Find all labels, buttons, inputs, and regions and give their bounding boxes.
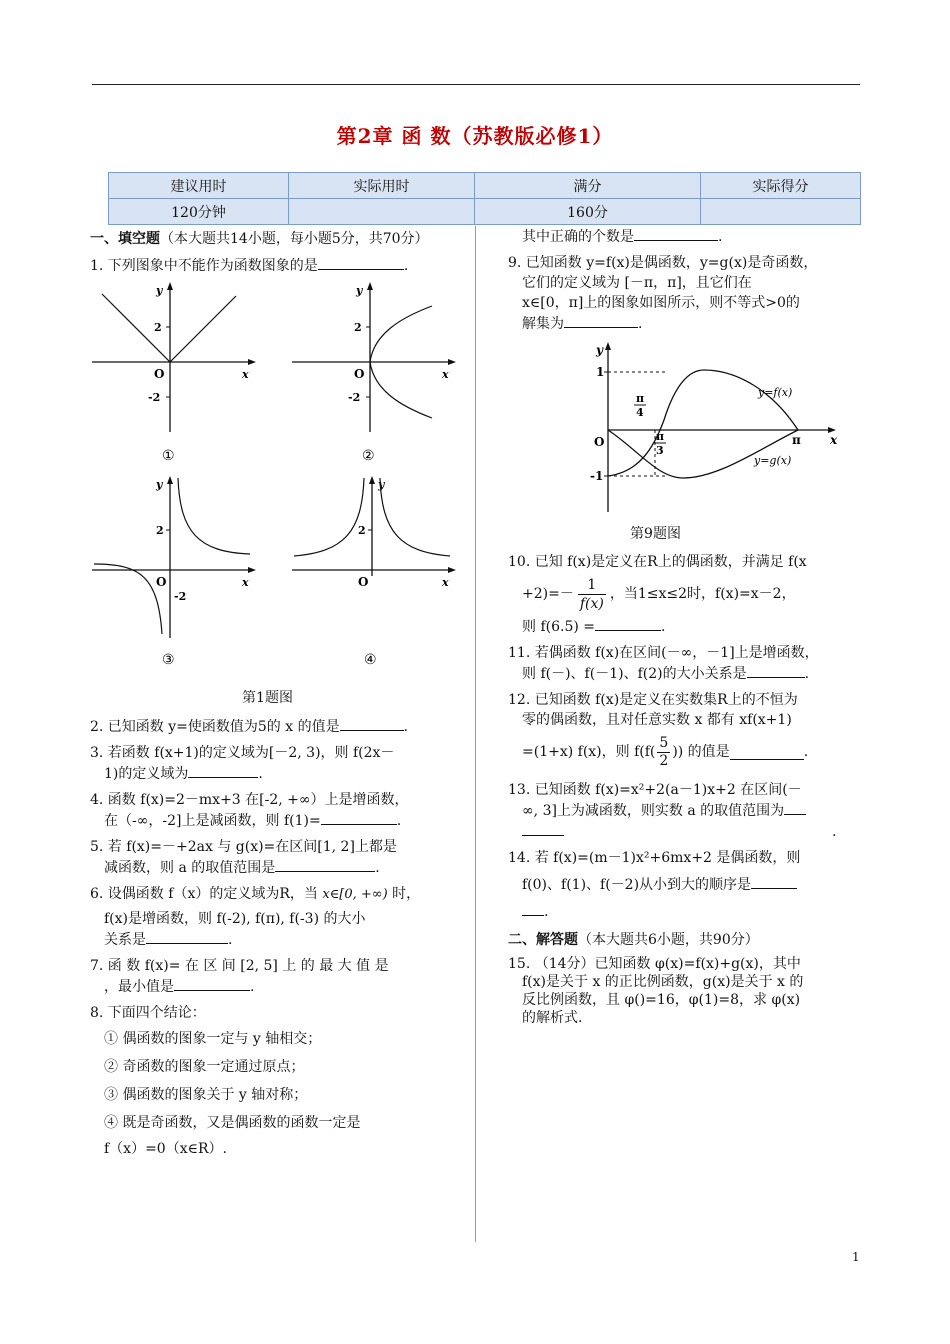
table-row (109, 173, 861, 199)
answer-blank (318, 255, 404, 270)
origin-label: O (594, 435, 605, 449)
tick-label: -2 (174, 590, 187, 603)
tick-label: π (656, 430, 665, 443)
answer-blank (564, 313, 638, 328)
table-header: 实际用时 (289, 173, 475, 199)
left-column (90, 229, 449, 1165)
tick-label: 1 (596, 365, 605, 379)
origin-label: O (358, 575, 369, 589)
question-10: 10. 已知 f(x)是定义在R上的偶函数，并满足 f(x +2)=－ 1 f(x) ，当1≤x≤2时，f(x)=x－2， 则 f(6.5) = . (508, 554, 807, 635)
answer-blank (634, 226, 718, 241)
x-axis-label: x (242, 368, 249, 381)
x-axis-label: x (830, 433, 838, 447)
time-score-table (108, 172, 861, 225)
answer-blank (275, 857, 375, 872)
answer-blank (321, 810, 397, 825)
tick-label: 4 (636, 406, 644, 419)
graph-1 (90, 282, 260, 472)
x-axis-label: x (242, 576, 249, 589)
tick-label: -1 (590, 469, 604, 483)
fraction: 1 f(x) (579, 576, 604, 612)
origin-label: O (156, 575, 167, 589)
answer-blank (174, 976, 250, 991)
graph-label: ① (162, 448, 175, 464)
tick-label: π (792, 433, 801, 447)
curve (178, 478, 250, 554)
table-header: 建议用时 (109, 173, 289, 199)
graph-2 (290, 282, 460, 472)
page-title: 第2章 函 数（苏教版必修1） (336, 124, 614, 148)
tick-label: 2 (154, 321, 162, 334)
tick-label: 2 (358, 524, 366, 537)
table-cell: 120分钟 (109, 199, 289, 225)
y-axis-label: y (378, 478, 385, 491)
fraction: 5 2 (659, 734, 669, 769)
table-cell: 160分 (475, 199, 701, 225)
x-axis-label: x (442, 576, 449, 589)
question-9: 9. 已知函数 y=f(x)是偶函数，y=g(x)是奇函数， 它们的定义域为 [－π，π]，且它们在 x∈[0，π]上的图象如图所示，则不等式>0的 解集为 . (508, 255, 818, 332)
column-divider (475, 226, 476, 1242)
curve (294, 478, 364, 556)
origin-label: O (354, 367, 365, 381)
question-7: 7. 函 数 f(x)= 在 区 间 [2, 5] 上 的 最 大 值 是 ，最小值是 . (90, 958, 389, 995)
header-rule (92, 84, 860, 85)
x-axis-label: x (442, 368, 449, 381)
graph-label: ② (362, 448, 375, 464)
right-column (508, 226, 863, 1033)
answer-blank (146, 929, 228, 944)
y-axis-label: y (156, 284, 163, 297)
y-axis-label: y (156, 478, 163, 491)
question-14: 14. 若 f(x)=(m－1)x²+6mx+2 是偶函数，则 f(0)、f(1)、f(－2)从小到大的顺序是 . (508, 850, 801, 920)
curve (380, 478, 450, 556)
question-2: 2. 已知函数 y=使函数值为5的 x 的值是 . (90, 716, 445, 737)
section-1-heading: 一、填空题（本大题共14小题，每小题5分，共70分） (90, 231, 429, 247)
table-cell (289, 199, 475, 225)
answer-blank (784, 800, 806, 815)
question-4: 4. 函数 f(x)=2－mx+3 在[-2, +∞）上是增函数， 在（-∞，-2]上是减函数，则 f(1)= . (90, 792, 409, 829)
answer-blank (522, 821, 564, 836)
graph-3 (90, 476, 260, 672)
y-axis-label: y (596, 343, 603, 357)
answer-blank (747, 663, 805, 678)
curve-f-label: y=f(x) (758, 386, 793, 399)
answer-blank (188, 763, 258, 778)
tick-label: 3 (656, 444, 664, 457)
question-6: 6. 设偶函数 f（x）的定义域为R，当 x∈[0, +∞) 时， f(x)是增函数，则 f(-2), f(π), f(-3) 的大小 关系是 . (90, 886, 421, 948)
curve (102, 294, 236, 362)
tick-label: 2 (354, 321, 362, 334)
tick-label: -2 (348, 391, 361, 404)
question-3: 3. 若函数 f(x+1)的定义域为[－2, 3)，则 f(2x－ 1)的定义域为 . (90, 745, 395, 782)
y-axis-label: y (356, 284, 363, 297)
graph-4 (290, 476, 460, 672)
question-13: 13. 已知函数 f(x)=x²+2(a－1)x+2 在区间(－ ∞, 3]上为减函数，则实数 a 的取值范围为 . (508, 782, 837, 840)
tick-label: -2 (148, 391, 161, 404)
table-header: 满分 (475, 173, 701, 199)
curve (94, 564, 162, 634)
graph-label: ③ (162, 652, 175, 668)
question-1-graphs (90, 282, 460, 682)
tick-label: π (636, 392, 645, 405)
table-header: 实际得分 (701, 173, 861, 199)
question-11: 11. 若偶函数 f(x)在区间(－∞，－1]上是增函数， 则 f(－)、f(－1)、f(2)的大小关系是 . (508, 645, 819, 682)
origin-label: O (154, 367, 165, 381)
curve-g-label: y=g(x) (754, 454, 792, 467)
question-8: 8. 下面四个结论： ① 偶函数的图象一定与 y 轴相交； ② 奇函数的图象一定通过原点； ③ 偶函数的图象关于 y 轴对称； ④ 既是奇函数，又是偶函数的函数一定是 f（x）=0（x∈R）. (90, 1005, 361, 1157)
question-5: 5. 若 f(x)=－+2ax 与 g(x)=在区间[1, 2]上都是 减函数，则 a 的取值范围是 . (90, 839, 397, 876)
question-12: 12. 已知函数 f(x)是定义在实数集R上的不恒为 零的偶函数，且对任意实数 x 都有 xf(x+1) =(1+x) f(x)，则 f(f( 5 2 )) 的值是 . (508, 692, 809, 769)
tick-label: 2 (156, 524, 164, 537)
answer-blank (751, 874, 797, 889)
graph-9 (568, 340, 858, 518)
answer-blank (595, 616, 661, 631)
graph-label: ④ (364, 652, 377, 668)
question-8-continued: 其中正确的个数是 . (508, 226, 863, 247)
question-15: 15. （14分）已知函数 φ(x)=f(x)+g(x)，其中 f(x)是关于 x 的正比例函数，g(x)是关于 x 的 反比例函数，且 φ()=16，φ(1)=8，求 φ(x) 的解析式. (508, 956, 804, 1026)
answer-blank (340, 716, 404, 731)
figure-caption-1: 第1题图 (242, 690, 293, 706)
figure-caption-9: 第9题图 (630, 526, 681, 542)
question-1: 1. 下列图象中不能作为函数图象的是 . (90, 255, 445, 276)
page-number: 1 (852, 1250, 860, 1264)
answer-blank (522, 901, 544, 916)
answer-blank (730, 745, 804, 760)
table-cell (701, 199, 861, 225)
section-2-heading: 二、解答题（本大题共6小题，共90分） (508, 932, 759, 948)
table-row (109, 199, 861, 225)
